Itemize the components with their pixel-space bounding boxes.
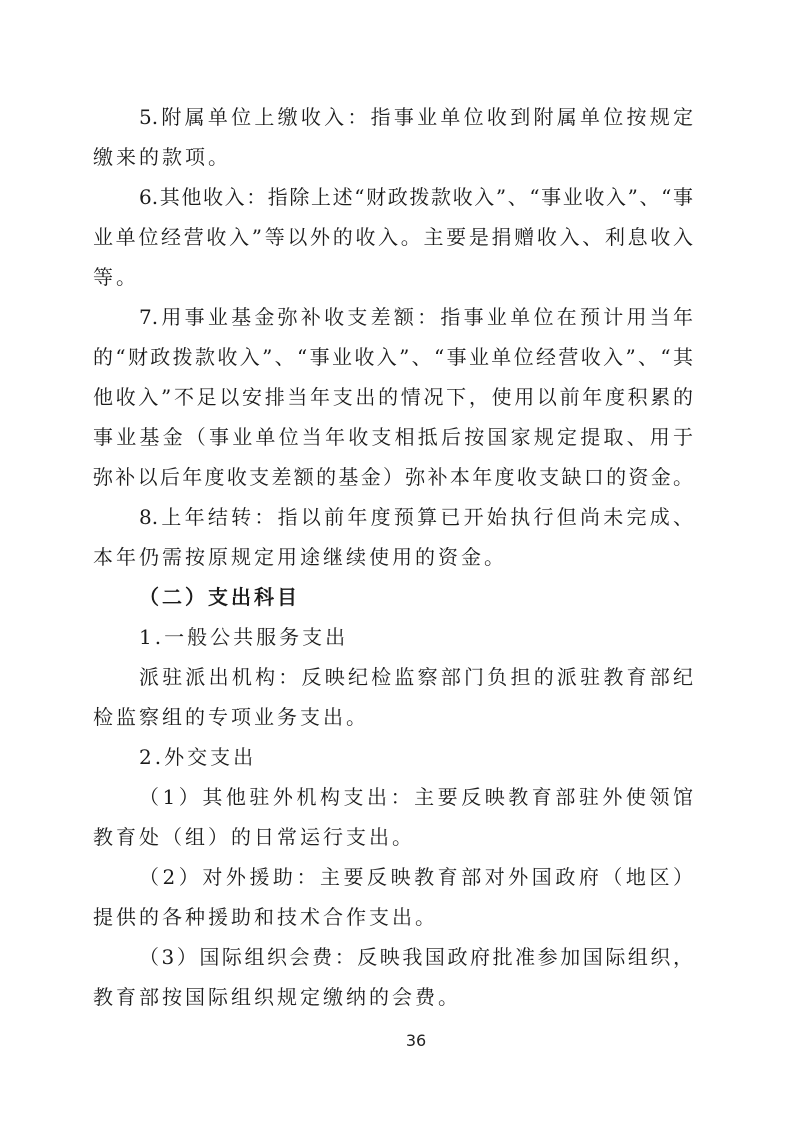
para-income-item-7-line-2: 的“财政拨款收入”、“事业收入”、“事业单位经营收入”、“其 bbox=[93, 345, 693, 369]
para-income-item-7-line-5: 弥补以后年度收支差额的基金）弥补本年度收支缺口的资金。 bbox=[93, 465, 693, 489]
para-income-item-6-line-3: 等。 bbox=[93, 265, 139, 289]
para-diplomacy-sub-1-overseas-offices-line-1: （1）其他驻外机构支出：主要反映教育部驻外使领馆 bbox=[139, 785, 693, 809]
para-income-item-7-line-1: 7.用事业基金弥补收支差额：指事业单位在预计用当年 bbox=[139, 305, 693, 329]
para-diplomacy-sub-1-overseas-offices-line-2: 教育处（组）的日常运行支出。 bbox=[93, 825, 415, 849]
para-income-item-5-line-2: 缴来的款项。 bbox=[93, 145, 231, 169]
page-number: 36 bbox=[405, 1031, 427, 1050]
heading-expenditure-subjects-line-1: （二）支出科目 bbox=[139, 585, 300, 609]
para-expenditure-2-diplomacy-line-1: 2.外交支出 bbox=[139, 745, 257, 769]
para-diplomacy-sub-3-intl-org-dues-line-1: （3）国际组织会费：反映我国政府批准参加国际组织， bbox=[139, 945, 693, 969]
para-expenditure-1-general-public-services-line-1: 1.一般公共服务支出 bbox=[139, 625, 349, 649]
para-income-item-8-line-1: 8.上年结转：指以前年度预算已开始执行但尚未完成、 bbox=[139, 505, 693, 529]
para-dispatched-agencies-line-1: 派驻派出机构：反映纪检监察部门负担的派驻教育部纪 bbox=[139, 665, 693, 689]
para-income-item-8-line-2: 本年仍需按原规定用途继续使用的资金。 bbox=[93, 545, 507, 569]
para-income-item-6-line-1: 6.其他收入：指除上述“财政拨款收入”、“事业收入”、“事 bbox=[139, 185, 693, 209]
para-diplomacy-sub-2-foreign-aid-line-2: 提供的各种援助和技术合作支出。 bbox=[93, 905, 438, 929]
para-diplomacy-sub-2-foreign-aid-line-1: （2）对外援助：主要反映教育部对外国政府（地区） bbox=[139, 865, 693, 889]
page-body bbox=[93, 97, 693, 1017]
para-income-item-7-line-4: 事业基金（事业单位当年收支相抵后按国家规定提取、用于 bbox=[93, 425, 693, 449]
para-income-item-7-line-3: 他收入”不足以安排当年支出的情况下，使用以前年度积累的 bbox=[93, 385, 693, 409]
para-income-item-6-line-2: 业单位经营收入”等以外的收入。主要是捐赠收入、利息收入 bbox=[93, 225, 693, 249]
para-dispatched-agencies-line-2: 检监察组的专项业务支出。 bbox=[93, 705, 369, 729]
para-income-item-5-line-1: 5.附属单位上缴收入：指事业单位收到附属单位按规定 bbox=[139, 105, 693, 129]
para-diplomacy-sub-3-intl-org-dues-line-2: 教育部按国际组织规定缴纳的会费。 bbox=[93, 985, 461, 1009]
